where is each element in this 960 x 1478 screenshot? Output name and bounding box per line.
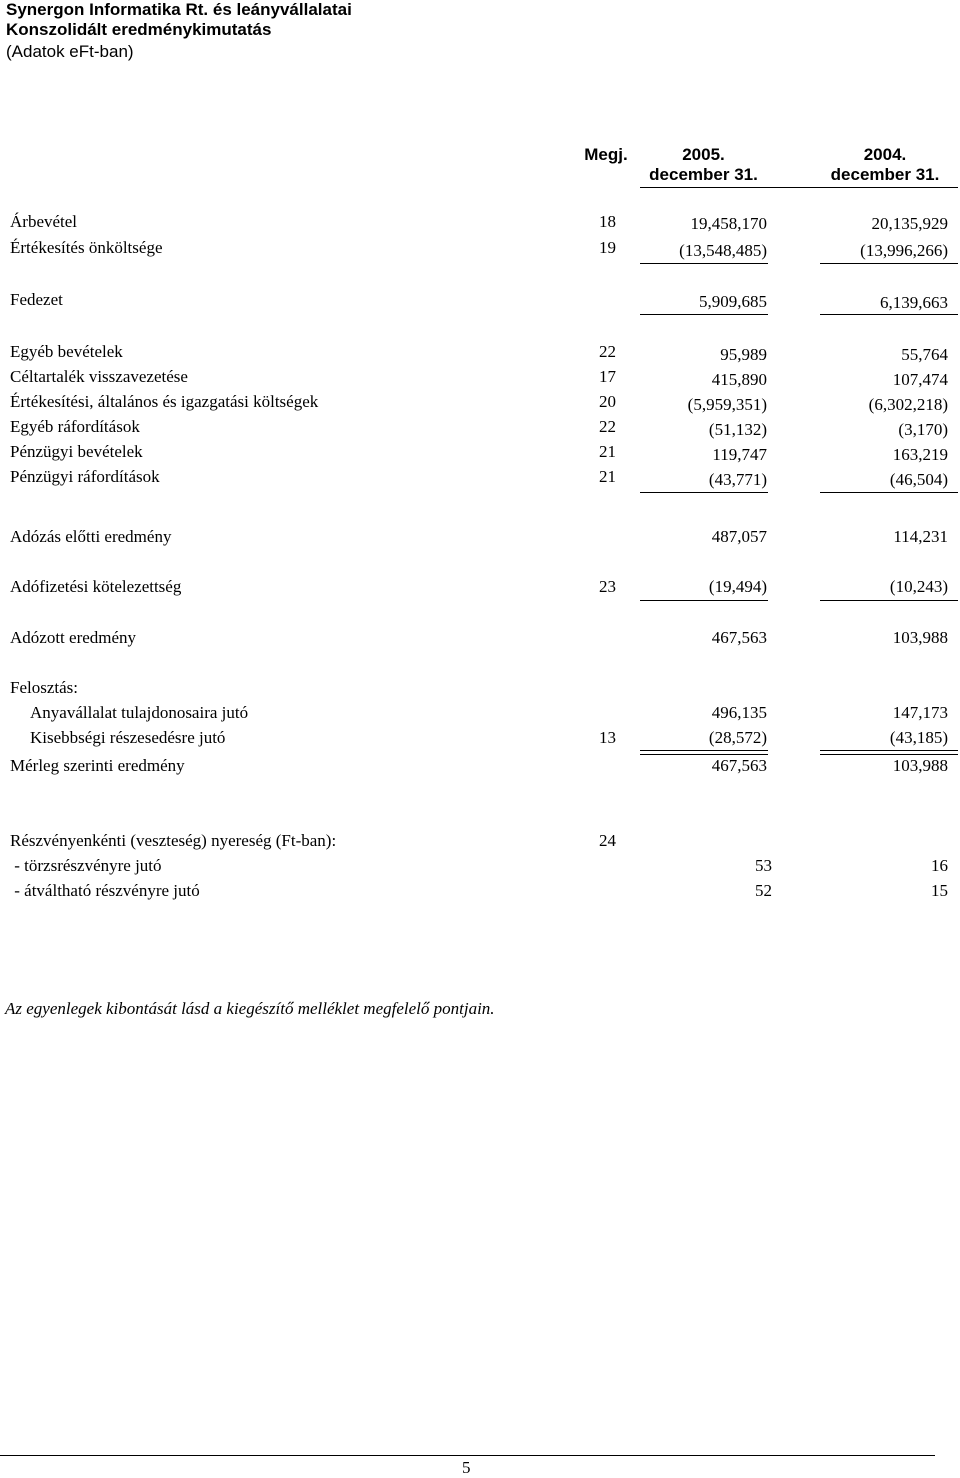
company-name: Synergon Informatika Rt. és leányvállalatai (6, 0, 352, 19)
row-value-2004: 6,139,663 (880, 293, 948, 312)
header-divider (640, 187, 958, 188)
row-value-2004: 103,988 (892, 756, 948, 775)
row-note: 22 (599, 342, 616, 361)
column-header-2004-year: 2004. (863, 145, 907, 164)
row-value-2004: 163,219 (892, 445, 948, 464)
row-value-2004: (10,243) (889, 577, 948, 596)
row-label: Árbevétel (10, 212, 78, 231)
row-value-2005: (28,572) (708, 728, 767, 747)
subtotal-rule (820, 263, 958, 264)
row-value-2004: 16 (931, 856, 948, 875)
row-label: Kisebbségi részesedésre jutó (30, 728, 226, 747)
row-value-2004: (46,504) (889, 470, 948, 489)
footer-rule (0, 1455, 935, 1456)
row-value-2005: (51,132) (708, 420, 767, 439)
row-note: 18 (599, 212, 616, 231)
row-value-2005: (13,548,485) (679, 241, 767, 260)
row-value-2004: (43,185) (889, 728, 948, 747)
row-label: Értékesítés önköltsége (10, 238, 163, 257)
row-note: 19 (599, 238, 616, 257)
row-value-2005: 467,563 (711, 628, 767, 647)
column-header-2005-year: 2005. (682, 145, 725, 164)
subtotal-rule (640, 314, 768, 315)
row-note: 24 (599, 831, 616, 850)
row-label: Fedezet (10, 290, 63, 309)
row-value-2004: 15 (931, 881, 948, 900)
row-value-2005: 415,890 (711, 370, 767, 389)
row-value-2004: (3,170) (898, 420, 948, 439)
row-label: Pénzügyi bevételek (10, 442, 143, 461)
row-value-2005: 52 (755, 881, 772, 900)
row-value-2005: 5,909,685 (699, 292, 767, 311)
row-label: Felosztás: (10, 678, 78, 697)
row-value-2004: 107,474 (892, 370, 948, 389)
row-label: Adózás előtti eredmény (10, 527, 172, 546)
row-label: Egyéb ráfordítások (10, 417, 140, 436)
row-value-2005: (19,494) (708, 577, 767, 596)
column-header-2004-date: december 31. (830, 165, 940, 184)
row-value-2004: 55,764 (901, 345, 948, 364)
row-label: Adózott eredmény (10, 628, 137, 647)
row-value-2005: 53 (755, 856, 772, 875)
row-value-2005: 487,057 (711, 527, 767, 546)
row-label: Egyéb bevételek (10, 342, 123, 361)
row-value-2004: 103,988 (892, 628, 948, 647)
row-value-2005: (5,959,351) (687, 395, 767, 414)
subtotal-rule (640, 600, 768, 601)
row-label: Értékesítési, általános és igazgatási költségek (10, 392, 319, 411)
units-note: (Adatok eFt-ban) (6, 42, 134, 61)
row-note: 13 (599, 728, 616, 747)
row-note: 21 (599, 442, 616, 461)
row-note: 23 (599, 577, 616, 596)
row-note: 21 (599, 467, 616, 486)
subtotal-rule (640, 492, 768, 493)
row-value-2005: 467,563 (711, 756, 767, 775)
row-note: 20 (599, 392, 616, 411)
subtotal-rule (820, 600, 958, 601)
row-label: Anyavállalat tulajdonosaira jutó (30, 703, 249, 722)
row-label: Mérleg szerinti eredmény (10, 756, 185, 775)
row-value-2005: 119,747 (712, 445, 767, 464)
row-label: Céltartalék visszavezetése (10, 367, 188, 386)
row-label: - törzsrészvényre jutó (10, 856, 162, 875)
row-value-2004: (13,996,266) (860, 241, 948, 260)
row-value-2004: 20,135,929 (871, 214, 948, 233)
total-double-rule (820, 750, 958, 755)
row-value-2005: 496,135 (711, 703, 767, 722)
footnote: Az egyenlegek kibontását lásd a kiegészítő melléklet megfelelő pontjain. (5, 999, 495, 1018)
row-label: - átváltható részvényre jutó (10, 881, 200, 900)
statement-title: Konszolidált eredménykimutatás (6, 20, 272, 39)
row-note: 22 (599, 417, 616, 436)
subtotal-rule (820, 314, 958, 315)
row-value-2004: 147,173 (892, 703, 948, 722)
row-label: Részvényenkénti (veszteség) nyereség (Ft-ban): (10, 831, 337, 850)
subtotal-rule (820, 492, 958, 493)
row-value-2005: (43,771) (708, 470, 767, 489)
row-value-2004: (6,302,218) (868, 395, 948, 414)
row-value-2005: 19,458,170 (690, 214, 767, 233)
page-number: 5 (462, 1458, 471, 1477)
row-value-2004: 114,231 (893, 527, 948, 546)
row-label: Pénzügyi ráfordítások (10, 467, 160, 486)
subtotal-rule (640, 263, 768, 264)
total-double-rule (640, 750, 768, 755)
column-header-2005-date: december 31. (649, 165, 758, 184)
row-value-2005: 95,989 (720, 345, 767, 364)
column-header-note: Megj. (584, 145, 628, 164)
row-note: 17 (599, 367, 616, 386)
row-label: Adófizetési kötelezettség (10, 577, 182, 596)
